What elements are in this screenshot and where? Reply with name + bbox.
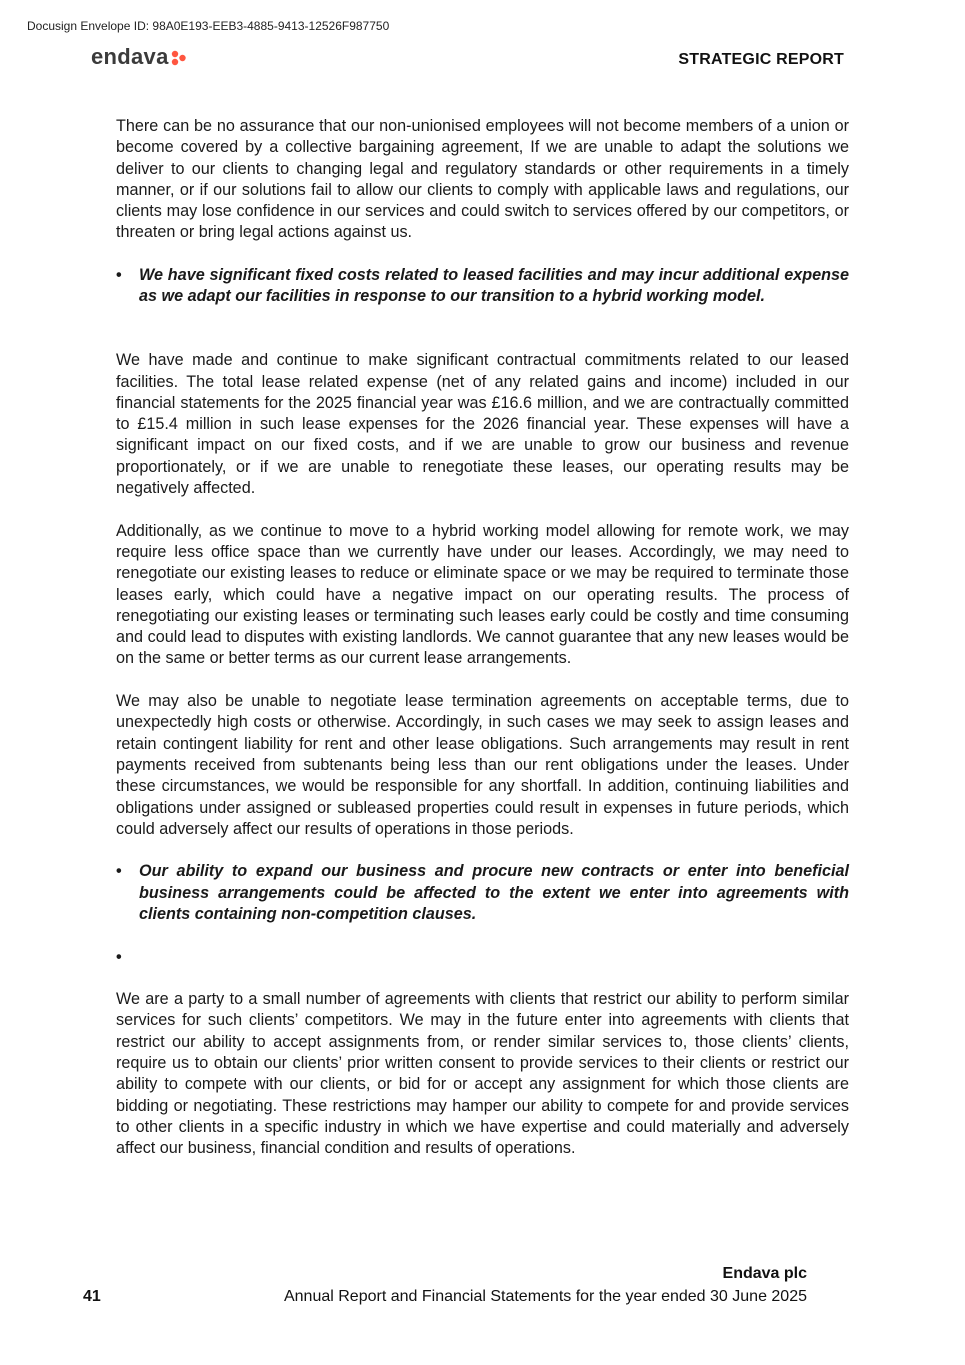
paragraph: Additionally, as we continue to move to a hybrid working model allowing for remote work, we may require less office space than we currently have under our leases. Accordingly, we may need to renegotiate our existing leases to reduce or eliminate space or we may be required to terminate those leases early, which could have a negative impact on our operating results. The process of renegotiating our existing leases or terminating such leases early could be costly and time consuming and could lead to disputes with existing landlords. We cannot guarantee that any new leases would be on the same or better terms as our current lease arrangements. [116, 521, 849, 668]
paragraph: We are a party to a small number of agreements with clients that restrict our ability to perform similar services for such clients’ competitors. We may in the future enter into agreements with clients that restrict our ability to accept assignments from, or render similar services to, those clients’ clients, require us to obtain our clients’ prior written consent to provide services to their clients or restrict our ability to compete with our clients, or bid for or accept any assignment for which those clients are bidding or negotiating. These restrictions may hamper our ability to compete for and provide services to other clients in a specific industry in which we have expertise and could materially and adversely affect our business, financial condition and results of operations. [116, 990, 849, 1158]
section-title: STRATEGIC REPORT [678, 51, 844, 68]
paragraph: There can be no assurance that our non-unionised employees will not become members of a union or become covered by a collective bargaining agreement, If we are unable to adapt the solutions we deliver to our clients to changing legal and regulatory standards or other requirements in a timely manner, or if our solutions fail to allow our clients to comply with applicable laws and regulations, our clients may lose confidence in our services and could switch to services offered by our competitors, or threaten or bring legal actions against us. [116, 117, 849, 242]
page-number: 41 [83, 1288, 101, 1305]
bullet-icon: • [116, 862, 122, 881]
bullet-heading [116, 265, 849, 308]
bullet-heading-text: We have significant fixed costs related to leased facilities and may incur additional expense as we adapt our facilities in response to our transition to a hybrid working model. [139, 266, 849, 306]
endava-logo [91, 44, 187, 70]
empty-bullet [116, 947, 849, 968]
bullet-icon: • [116, 947, 122, 966]
bullet-heading [116, 861, 849, 925]
paragraph: We may also be unable to negotiate lease termination agreements on acceptable terms, due to unexpectedly high costs or otherwise. Accordingly, in such cases we may seek to assign leases and retain contingent liability for rent and other lease obligations. Such arrangements may result in rent payments received from subtenants being less than our rent obligations under the leases. Under these circumstances, we would be responsible for any shortfall. In addition, continuing liabilities and obligations under assigned or subleased properties could result in expenses in future periods, which could adversely affect our results of operations in those periods. [116, 692, 849, 838]
footer-company: Endava plc [722, 1265, 807, 1282]
report-body [116, 116, 849, 1181]
logo-wordmark: endava [91, 44, 169, 69]
bullet-icon: • [116, 266, 122, 285]
docusign-envelope-id: Docusign Envelope ID: 98A0E193-EEB3-4885-9413-12526F987750 [27, 19, 390, 33]
bullet-heading-text: Our ability to expand our business and procure new contracts or enter into beneficial business arrangements could be affected to the extent we enter into agreements with clients containing non-competition clauses. [139, 862, 849, 923]
paragraph: We have made and continue to make significant contractual commitments related to our leased facilities. The total lease related expense (net of any related gains and income) included in our financial statements for the 2025 financial year was £16.6 million, and we are contractually committed to £15.4 million in such lease expenses for the 2026 financial year. These expenses will have a significant impact on our fixed costs, and if we are unable to grow our business and revenue proportionately, or if we are unable to renegotiate these leases, our operating results may be negatively affected. [116, 351, 849, 498]
footer-report-title: Annual Report and Financial Statements for the year ended 30 June 2025 [283, 1288, 807, 1305]
endava-mark-icon [171, 50, 187, 66]
